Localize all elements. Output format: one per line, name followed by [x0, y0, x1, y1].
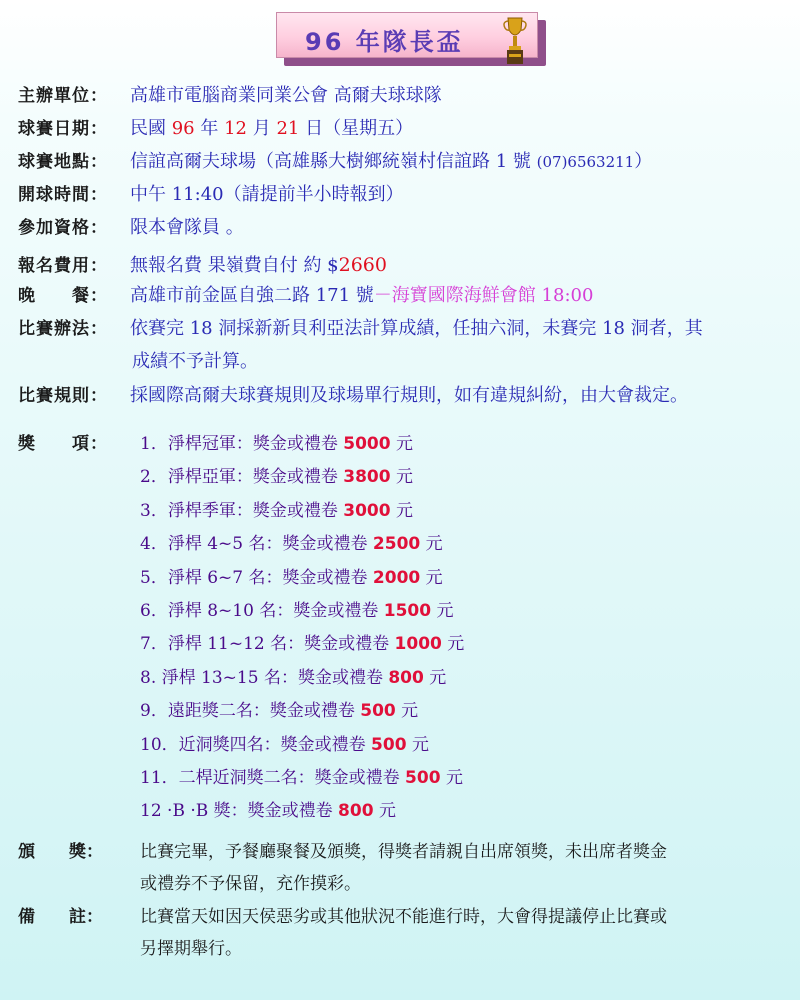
method-line2: 成績不予計算。 [132, 351, 258, 372]
prize-text: 5．淨桿 6~7 名：獎金或禮卷 [140, 568, 373, 588]
prize-item [140, 532, 443, 556]
dinner-venue: －海寶國際海鮮會館 18:00 [373, 285, 594, 306]
prize-unit: 元 [373, 801, 396, 821]
venue-phone: (07)6563211 [536, 153, 635, 171]
prize-item [140, 599, 453, 623]
date-year-unit: 年 [194, 118, 225, 139]
date-row [18, 117, 413, 141]
prize-unit: 元 [390, 501, 413, 521]
prize-text: 8. 淨桿 13~15 名：獎金或禮卷 [140, 668, 389, 688]
prize-amount: 5000 [343, 434, 391, 454]
organizer-value: 高雄市電腦商業同業公會 高爾夫球球隊 [130, 85, 442, 106]
award-row [18, 840, 667, 864]
prizes-label-row [18, 432, 130, 456]
prize-amount: 800 [338, 801, 374, 821]
prize-amount: 500 [405, 768, 441, 788]
award-line1: 比賽完畢，予餐廳聚餐及頒獎，得獎者請親自出席領獎，未出席者獎金 [140, 842, 667, 862]
dinner-address: 高雄市前金區自強二路 171 號 [130, 285, 374, 306]
venue-label: 球賽地點： [18, 152, 108, 172]
prize-amount: 2500 [372, 534, 421, 554]
dinner-row [18, 284, 593, 308]
prize-item [140, 766, 463, 790]
prize-text: 2．淨桿亞軍：獎金或禮卷 [140, 467, 344, 487]
tee-time-label: 開球時間： [18, 185, 108, 205]
prize-unit: 元 [395, 701, 419, 721]
date-prefix: 民國 [130, 118, 172, 139]
prize-item [140, 699, 418, 723]
prize-text: 3．淨桿季軍：獎金或禮卷 [140, 501, 344, 521]
fee-value: 無報名費 果嶺費自付 約 $ [130, 255, 339, 276]
prize-item [140, 666, 446, 690]
prize-text: 4．淨桿 4~5 名：獎金或禮卷 [140, 534, 373, 554]
prize-text: 7．淨桿 11~12 名：獎金或禮卷 [140, 634, 395, 654]
eligibility-row [18, 216, 244, 240]
prize-item [140, 432, 413, 456]
venue-row [18, 150, 652, 174]
fee-row [18, 253, 387, 278]
rules-row [18, 384, 688, 408]
prize-item [140, 799, 396, 823]
prize-amount: 500 [360, 701, 396, 721]
prize-text: 12 ·B ·B 獎：獎金或禮卷 [140, 801, 339, 821]
rules-value: 採國際高爾夫球賽規則及球場單行規則，如有違規糾紛，由大會裁定。 [130, 385, 688, 406]
prize-item [140, 465, 413, 489]
prize-amount: 800 [388, 668, 424, 688]
prize-unit: 元 [431, 601, 454, 621]
method-row [18, 317, 703, 341]
prize-amount: 3800 [343, 467, 391, 487]
title-banner [276, 12, 548, 68]
prizes-label: 獎 項： [18, 434, 108, 454]
prize-text: 9．遠距獎二名：獎金或禮卷 [140, 701, 361, 721]
prize-unit: 元 [420, 534, 443, 554]
dinner-label: 晚 餐： [18, 286, 108, 306]
prize-unit: 元 [440, 768, 463, 788]
page-title: 96 年隊長盃 [305, 28, 464, 56]
prize-amount: 500 [371, 735, 407, 755]
date-month-unit: 月 [247, 118, 277, 139]
fee-label: 報名費用： [18, 256, 108, 276]
prize-item [140, 566, 443, 590]
date-year: 96 [171, 118, 195, 139]
venue-value: 信誼高爾夫球場（高雄縣大樹鄉統嶺村信誼路 1 號 [130, 151, 537, 172]
prize-text: 10．近洞獎四名：獎金或禮卷 [140, 735, 372, 755]
prize-amount: 2000 [372, 568, 421, 588]
tee-time-value: 中午 11:40（請提前半小時報到） [130, 184, 404, 205]
organizer-row [18, 84, 442, 108]
eligibility-label: 參加資格： [18, 218, 108, 238]
prize-amount: 3000 [343, 501, 391, 521]
rules-label: 比賽規則： [18, 386, 108, 406]
prize-unit: 元 [390, 467, 413, 487]
date-label: 球賽日期： [18, 119, 108, 139]
prize-item [140, 632, 464, 656]
award-label: 頒 獎： [18, 842, 103, 862]
award-line2: 或禮券不予保留，充作摸彩。 [140, 874, 361, 894]
date-day: 21 [276, 118, 300, 139]
prize-unit: 元 [423, 668, 447, 688]
date-suffix: 日（星期五） [299, 118, 414, 139]
title-box [276, 12, 538, 58]
venue-close: ） [634, 151, 653, 172]
fee-amount: 2660 [338, 254, 387, 276]
note-line1: 比賽當天如因天侯惡劣或其他狀況不能進行時，大會得提議停止比賽或 [140, 907, 667, 927]
prize-item [140, 733, 429, 757]
trophy-icon [500, 14, 530, 70]
tee-time-row [18, 183, 404, 207]
note-label: 備 註： [18, 907, 103, 927]
eligibility-value: 限本會隊員 。 [130, 217, 244, 238]
prize-item [140, 499, 413, 523]
method-line1: 依賽完 18 洞採新新貝利亞法計算成績，任抽六洞，未賽完 18 洞者，其 [130, 318, 703, 339]
method-label: 比賽辦法： [18, 319, 108, 339]
prize-unit: 元 [441, 634, 465, 654]
prize-unit: 元 [406, 735, 429, 755]
prize-text: 11．二桿近洞獎二名：獎金或禮卷 [140, 768, 406, 788]
note-line2: 另擇期舉行。 [140, 939, 242, 959]
prize-amount: 1000 [394, 634, 442, 654]
note-row [18, 905, 667, 929]
organizer-label: 主辦單位： [18, 86, 108, 106]
date-month: 12 [224, 118, 247, 139]
prize-text: 6．淨桿 8~10 名：獎金或禮卷 [140, 601, 384, 621]
prize-amount: 1500 [383, 601, 432, 621]
prize-text: 1．淨桿冠軍：獎金或禮卷 [140, 434, 344, 454]
prize-unit: 元 [420, 568, 443, 588]
prize-unit: 元 [390, 434, 413, 454]
